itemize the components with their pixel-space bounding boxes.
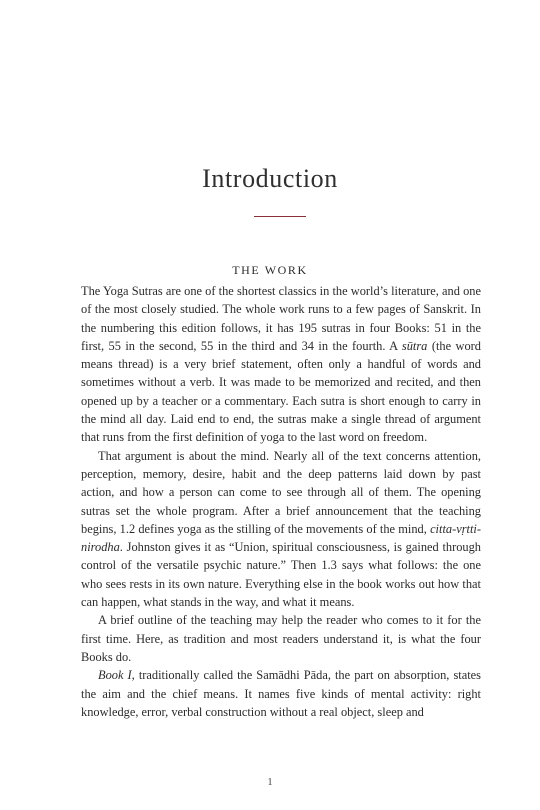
text-run: . Johnston gives it as “Union, spiritual consciousness, is gained through control of the versatile psychic nature.” Then 1.3 says what follows: the one who sees rests in its own nature. Everything else in the book works out how that can happen, what stands in the way, and what it means. <box>81 540 481 610</box>
paragraph <box>81 666 481 721</box>
text-run: (the word means thread) is a very brief statement, often only a handful of words and sometimes without a verb. It was made to be memorized and recited, and then opened up by a teacher or a commentary. Each sutra is short enough to carry in the mind all day. Laid end to end, the sutras make a single thread of argument that runs from the first definition of yoga to the last word on freedom. <box>81 338 481 445</box>
page-number: 1 <box>267 777 273 788</box>
title-rule <box>254 216 306 217</box>
body-text <box>81 282 481 721</box>
text-run: , traditionally called the Samādhi Pāda, the part on absorption, states the aim and the chief means. It names five kinds of mental activity: right knowledge, error, verbal construction without a real object, sleep and <box>81 668 481 719</box>
paragraph <box>81 282 481 447</box>
text-run: That argument is about the mind. Nearly all of the text concerns attention, perception, memory, desire, habit and the deep patterns laid down by past action, and how a person can come to see through all of them. The opening sutras set the whole program. After a brief announcement that the teaching begins, 1.2 defines yoga as the stilling of the movements of the mind, <box>81 448 481 536</box>
text-run: The Yoga Sutras are one of the shortest classics in the world’s literature, and one of the most closely studied. The whole work runs to a few pages of Sanskrit. In the numbering this edition follows, it has 195 sutras in four Books: 51 in the first, 55 in the second, 55 in the third and 34 in the fourth. A <box>81 284 481 353</box>
text-run: A brief outline of the teaching may help the reader who comes to it for the first time. Here, as tradition and most readers understand it, is what the four Books do. <box>81 613 481 664</box>
italic-term: Book I <box>98 668 132 683</box>
paragraph <box>81 447 481 612</box>
paragraph <box>81 611 481 666</box>
chapter-title: Introduction <box>202 164 338 193</box>
italic-term: citta-vṛtti-nirodha <box>81 521 481 555</box>
section-heading: THE WORK <box>232 263 308 277</box>
italic-term: sūtra <box>401 338 428 353</box>
